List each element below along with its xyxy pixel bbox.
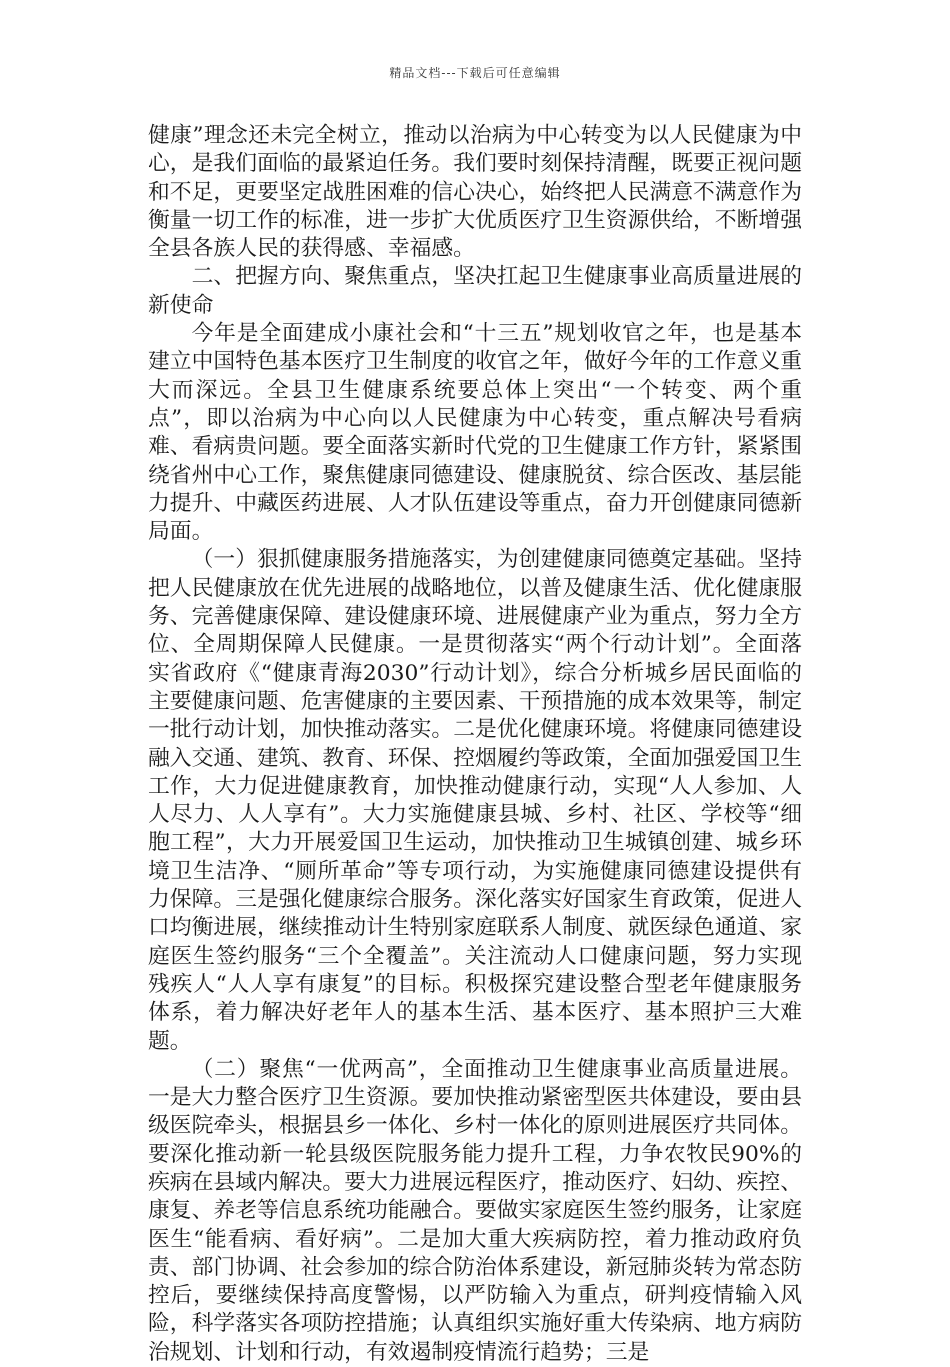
paragraph: 今年是全面建成小康社会和“十三五”规划收官之年，也是基本建立中国特色基本医疗卫生制度的收官之年，做好今年的工作意义重大而深远。全县卫生健康系统要总体上突出“一个转变、两个重点”，即以治病为中心向以人民健康为中心转变，重点解决号看病难、看病贵问题。要全面落实新时代党的卫生健康工作方针，紧紧围绕省州中心工作，聚焦健康同德建设、健康脱贫、综合医改、基层能力提升、中藏医药进展、人才队伍建设等重点，奋力开创健康同德新局面。 — [148, 321, 802, 545]
paragraph: （二）聚焦“一优两高”，全面推动卫生健康事业高质量进展。一是大力整合医疗卫生资源。要加快推动紧密型医共体建设，要由县级医院牵头，根据县乡一体化、乡村一体化的原则进展医疗共同体。要深化推动新一轮县级医院服务能力提升工程，力争农牧民90%的疾病在县域内解决。要大力进展远程医疗，推动医疗、妇幼、疾控、康复、养老等信息系统功能融合。要做实家庭医生签约服务，让家庭医生“能看病、看好病”。二是加大重大疾病防控，着力推动政府负责、部门协调、社会参加的综合防治体系建设，新冠肺炎转为常态防控后，要继续保持高度警惕，以严防输入为重点，研判疫情输入风险，科学落实各项防控措施；认真组织实施好重大传染病、地方病防治规划、计划和行动，有效遏制疫情流行趋势；三是 — [148, 1056, 802, 1365]
paragraph-continuation: 健康”理念还未完全树立，推动以治病为中心转变为以人民健康为中心，是我们面临的最紧迫任务。我们要时刻保持清醒，既要正视问题和不足，更要坚定战胜困难的信心决心，始终把人民满意不满意作为衡量一切工作的标准，进一步扩大优质医疗卫生资源供给，不断增强全县各族人民的获得感、幸福感。 — [148, 123, 802, 262]
section-heading: 二、把握方向、聚焦重点，坚决扛起卫生健康事业高质量进展的新使命 — [148, 264, 802, 318]
document-body — [148, 122, 802, 1367]
paragraph: （一）狠抓健康服务措施落实，为创建健康同德奠定基础。坚持把人民健康放在优先进展的战略地位，以普及健康生活、优化健康服务、完善健康保障、建设健康环境、进展健康产业为重点，努力全方位、全周期保障人民健康。一是贯彻落实“两个行动计划”。全面落实省政府《“健康青海2030”行动计划》，综合分析城乡居民面临的主要健康问题、危害健康的主要因素、干预措施的成本效果等，制定一批行动计划，加快推动落实。二是优化健康环境。将健康同德建设融入交通、建筑、教育、环保、控烟履约等政策，全面加强爱国卫生工作，大力促进健康教育，加快推动健康行动，实现“人人参加、人人尽力、人人享有”。大力实施健康县城、乡村、社区、学校等“细胞工程”，大力开展爱国卫生运动，加快推动卫生城镇创建、城乡环境卫生洁净、“厕所革命”等专项行动，为实施健康同德建设提供有力保障。三是强化健康综合服务。深化落实好国家生育政策，促进人口均衡进展，继续推动计生特别家庭联系人制度、就医绿色通道、家庭医生签约服务“三个全覆盖”。关注流动人口健康问题，努力实现残疾人“人人享有康复”的目标。积极探究建设整合型老年健康服务体系，着力解决好老年人的基本生活、基本医疗、基本照护三大难题。 — [148, 547, 802, 1054]
page-header: 精品文档---下载后可任意编辑 — [389, 66, 561, 80]
